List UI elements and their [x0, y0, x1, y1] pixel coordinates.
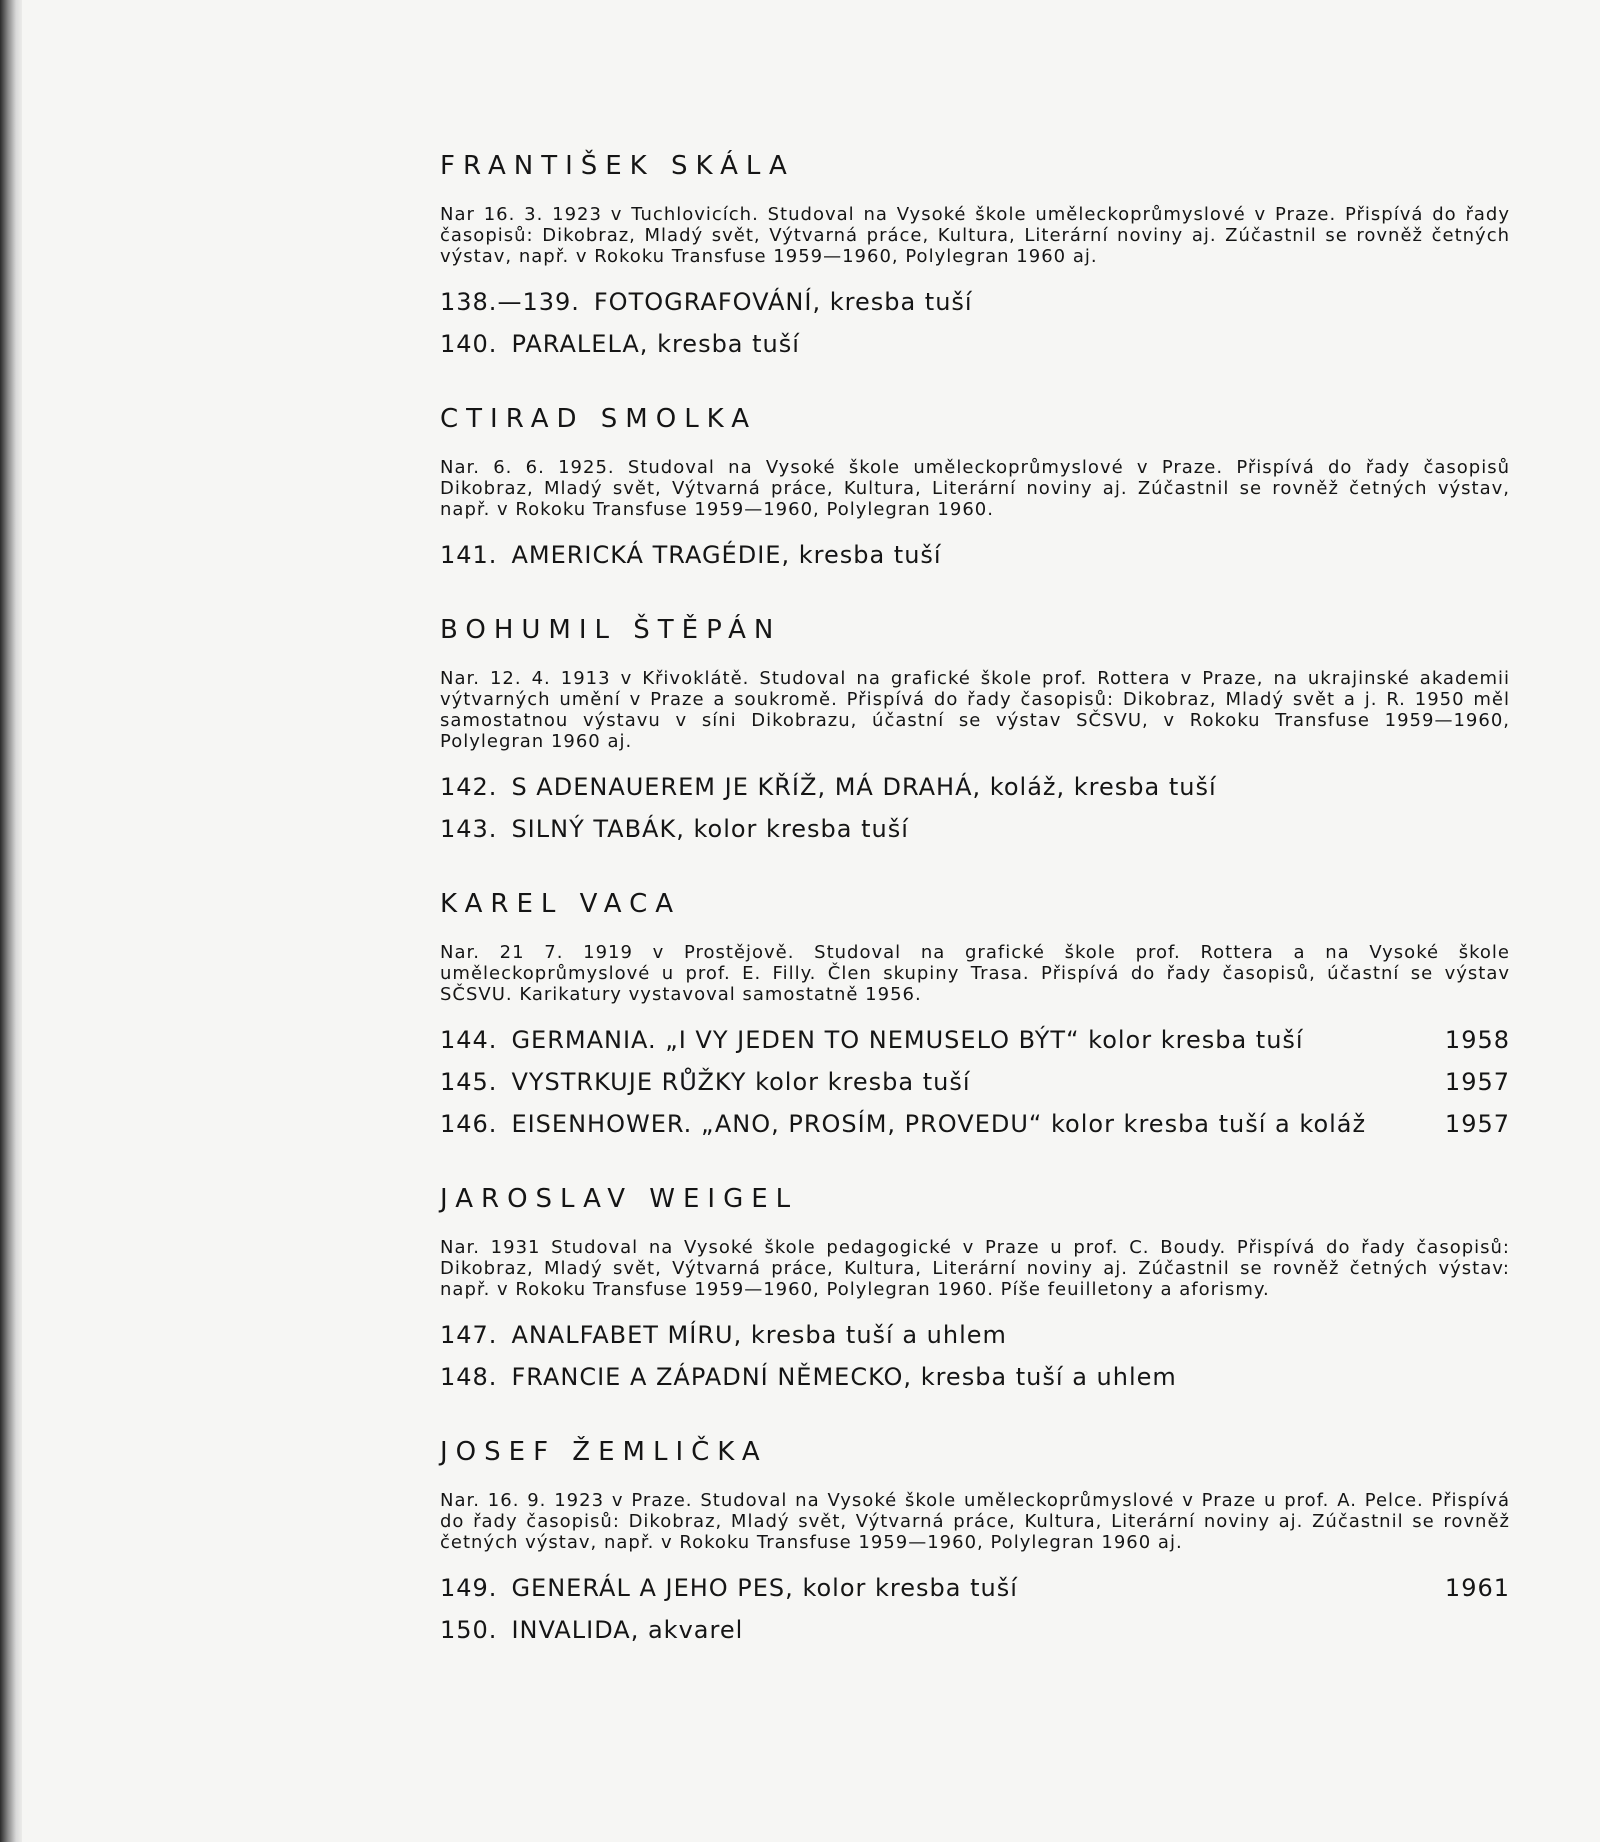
- work-number: 144.: [440, 1026, 498, 1054]
- work-description: [511, 1615, 1510, 1645]
- work-title: INVALIDA,: [511, 1616, 640, 1644]
- work-description: [511, 1025, 1428, 1055]
- work-year: 1957: [1444, 1068, 1510, 1096]
- work-item: [440, 1025, 1510, 1055]
- work-technique: kresba tuší: [798, 541, 942, 569]
- artist-name: FRANTIŠEK SKÁLA: [440, 151, 795, 181]
- artist-name: JOSEF ŽEMLIČKA: [440, 1437, 768, 1467]
- work-title: S ADENAUEREM JE KŘÍŽ, MÁ DRAHÁ,: [511, 773, 982, 801]
- work-number: 141.: [440, 541, 498, 569]
- catalog-content: [440, 150, 1510, 1689]
- artist-bio: Nar. 6. 6. 1925. Studoval na Vysoké škole uměleckoprůmyslové v Praze. Přispívá do řady časopisů Dikobraz, Mladý svět, Výtvarná práce, Kultura, Literární noviny aj. Zúčastnil se rovněž četných výstav, např. v Rokoku Transfuse 1959—1960, Polylegran 1960.: [440, 457, 1510, 520]
- work-description: [511, 772, 1510, 802]
- work-item: [440, 772, 1510, 802]
- work-item: [440, 329, 1510, 359]
- artist-section-smolka: [440, 403, 1510, 570]
- artist-section-vaca: [440, 888, 1510, 1139]
- work-number: 148.: [440, 1363, 498, 1391]
- work-description: [511, 540, 1510, 570]
- artist-section-skala: [440, 150, 1510, 359]
- work-technique: kolor kresba tuší: [693, 815, 909, 843]
- artist-bio: Nar. 12. 4. 1913 v Křivoklátě. Studoval na grafické škole prof. Rottera v Praze, na ukrajinské akademii výtvarných umění v Praze a soukromě. Přispívá do řady časopisů: Dikobraz, Mladý svět a j. R. 1950 měl samostatnou výstavu v síni Dikobrazu, účastní se výstav SČSVU, v Rokoku Transfuse 1959—1960, Polylegran 1960 aj.: [440, 668, 1510, 752]
- work-item: [440, 814, 1510, 844]
- artist-name: BOHUMIL ŠTĚPÁN: [440, 615, 782, 645]
- work-year: 1957: [1444, 1110, 1510, 1138]
- work-technique: kresba tuší: [657, 330, 800, 358]
- work-item: [440, 1320, 1510, 1350]
- work-technique: kolor kresba tuší: [1088, 1026, 1304, 1054]
- work-item: [440, 1615, 1510, 1645]
- work-technique: kolor kresba tuší: [755, 1068, 971, 1096]
- work-description: [511, 1067, 1428, 1097]
- work-number: 146.: [440, 1110, 498, 1138]
- artist-section-stepan: [440, 614, 1510, 844]
- work-description: [511, 329, 1510, 359]
- work-item: [440, 540, 1510, 570]
- work-number: 149.: [440, 1574, 498, 1602]
- work-description: [594, 287, 1510, 317]
- artist-section-weigel: [440, 1183, 1510, 1392]
- work-item: [440, 1067, 1510, 1097]
- work-number: 145.: [440, 1068, 498, 1096]
- work-number: 147.: [440, 1321, 498, 1349]
- work-title: FRANCIE A ZÁPADNÍ NĚMECKO,: [511, 1363, 913, 1391]
- work-technique: akvarel: [647, 1616, 744, 1644]
- work-description: [511, 1573, 1428, 1603]
- work-technique: koláž, kresba tuší: [989, 773, 1217, 801]
- work-number: 140.: [440, 330, 498, 358]
- work-title: PARALELA,: [511, 330, 649, 358]
- artist-name: KAREL VACA: [440, 889, 682, 919]
- page-binding-edge: [0, 0, 22, 1842]
- work-title: FOTOGRAFOVÁNÍ,: [593, 288, 822, 316]
- artist-name: CTIRAD SMOLKA: [440, 404, 758, 434]
- work-number: 138.—139.: [440, 288, 580, 316]
- work-technique: kresba tuší a uhlem: [920, 1363, 1177, 1391]
- work-title: EISENHOWER. „ANO, PROSÍM, PROVEDU“: [511, 1110, 1043, 1138]
- work-item: [440, 1573, 1510, 1603]
- work-year: 1961: [1444, 1574, 1510, 1602]
- work-title: AMERICKÁ TRAGÉDIE,: [511, 541, 791, 569]
- work-number: 143.: [440, 815, 498, 843]
- work-title: GERMANIA. „I VY JEDEN TO NEMUSELO BÝT“: [511, 1026, 1080, 1054]
- work-item: [440, 1362, 1510, 1392]
- work-title: VYSTRKUJE RŮŽKY: [511, 1068, 747, 1096]
- artist-bio: Nar 16. 3. 1923 v Tuchlovicích. Studoval na Vysoké škole uměleckoprůmyslové v Praze. Přispívá do řady časopisů: Dikobraz, Mladý svět, Výtvarná práce, Kultura, Literární noviny aj. Zúčastnil se rovněž četných výstav, např. v Rokoku Transfuse 1959—1960, Polylegran 1960 aj.: [440, 204, 1510, 267]
- work-title: SILNÝ TABÁK,: [511, 815, 685, 843]
- work-number: 142.: [440, 773, 498, 801]
- artist-bio: Nar. 21 7. 1919 v Prostějově. Studoval na grafické škole prof. Rottera a na Vysoké škole uměleckoprůmyslové u prof. E. Filly. Člen skupiny Trasa. Přispívá do řady časopisů, účastní se výstav SČSVU. Karikatury vystavoval samostatně 1956.: [440, 942, 1510, 1005]
- work-number: 150.: [440, 1616, 498, 1644]
- artist-name: JAROSLAV WEIGEL: [440, 1184, 799, 1214]
- artist-bio: Nar. 16. 9. 1923 v Praze. Studoval na Vysoké škole uměleckoprůmyslové v Praze u prof. A. Pelce. Přispívá do řady časopisů: Dikobraz, Mladý svět, Výtvarná práce, Kultura, Literární noviny aj. Zúčastnil se rovněž četných výstav, např. v Rokoku Transfuse 1959—1960, Polylegran 1960 aj.: [440, 1490, 1510, 1553]
- work-technique: kresba tuší: [829, 288, 973, 316]
- work-description: [511, 1320, 1510, 1350]
- work-technique: kolor kresba tuší a koláž: [1050, 1110, 1367, 1138]
- work-description: [511, 1109, 1428, 1139]
- work-item: [440, 1109, 1510, 1139]
- work-item: [440, 287, 1510, 317]
- work-description: [511, 814, 1510, 844]
- work-technique: kolor kresba tuší: [802, 1574, 1018, 1602]
- work-technique: kresba tuší a uhlem: [750, 1321, 1007, 1349]
- work-description: [511, 1362, 1510, 1392]
- work-title: GENERÁL A JEHO PES,: [511, 1574, 794, 1602]
- artist-bio: Nar. 1931 Studoval na Vysoké škole pedagogické v Praze u prof. C. Boudy. Přispívá do řady časopisů: Dikobraz, Mladý svět, Výtvarná práce, Kultura, Literární noviny aj. Zúčastnil se rovněž četných výstav: např. v Rokoku Transfuse 1959—1960, Polylegran 1960. Píše feuilletony a aforismy.: [440, 1237, 1510, 1300]
- work-year: 1958: [1444, 1026, 1510, 1054]
- artist-section-zemlicka: [440, 1436, 1510, 1645]
- work-title: ANALFABET MÍRU,: [511, 1321, 743, 1349]
